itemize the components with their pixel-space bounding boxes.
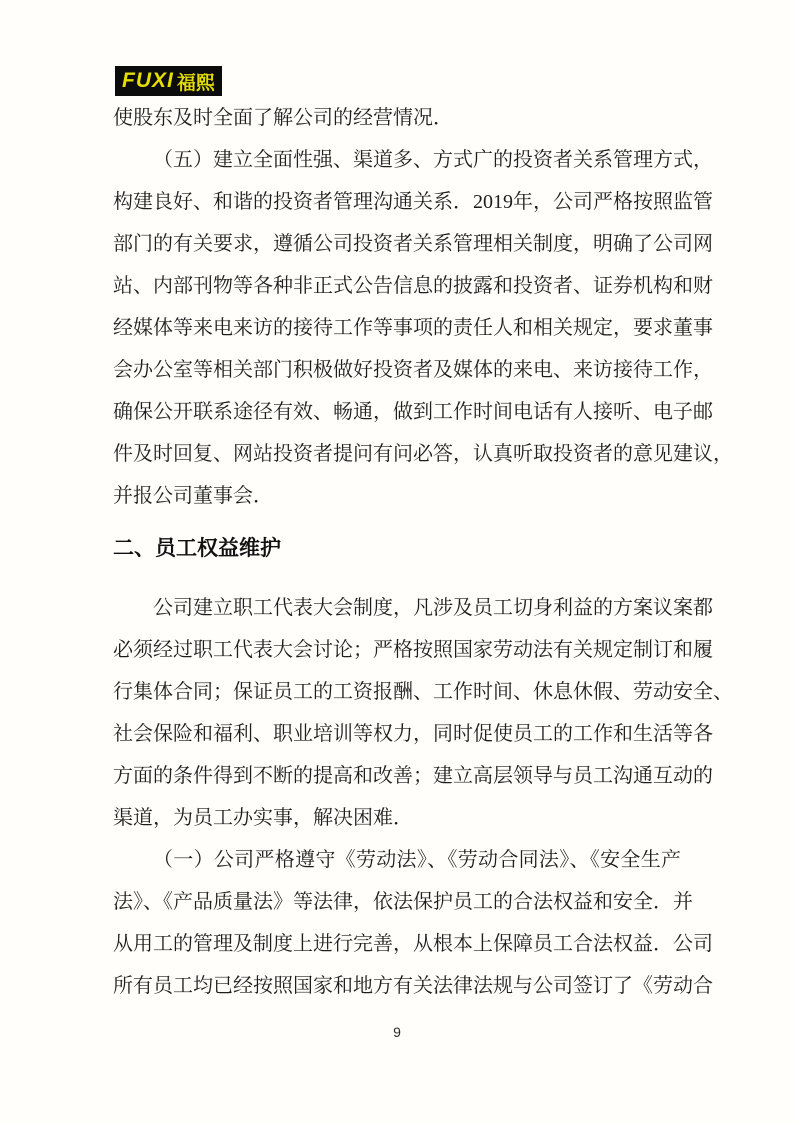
paragraph-line: 构建良好、和谐的投资者管理沟通关系．2019年，公司严格按照监管	[113, 191, 713, 213]
paragraph-line: 行集体合同；保证员工的工资报酬、工作时间、休息休假、劳动安全、	[113, 681, 733, 703]
paragraph-line: 方面的条件得到不断的提高和改善；建立高层领导与员工沟通互动的	[113, 765, 713, 787]
paragraph-line: 渠道，为员工办实事，解决困难．	[113, 807, 413, 829]
paragraph-line: 社会保险和福利、职业培训等权力，同时促使员工的工作和生活等各	[113, 723, 713, 745]
page-number: 9	[393, 1024, 401, 1040]
logo-latin-text: FUXI	[122, 69, 174, 92]
paragraph-line: 会办公室等相关部门积极做好投资者及媒体的来电、来访接待工作，	[113, 359, 713, 381]
logo-cjk-text: 福熙	[176, 72, 215, 94]
paragraph-line: 必须经过职工代表大会讨论；严格按照国家劳动法有关规定制订和履	[113, 639, 713, 661]
paragraph-line: 件及时回复、网站投资者提问有问必答，认真听取投资者的意见建议，	[113, 443, 733, 465]
document-body	[113, 97, 733, 1007]
paragraph-line: 从用工的管理及制度上进行完善，从根本上保障员工合法权益．公司	[113, 933, 713, 955]
paragraph-line: 公司建立职工代表大会制度，凡涉及员工切身利益的方案议案都	[153, 597, 713, 619]
paragraph-line: 使股东及时全面了解公司的经营情况．	[113, 107, 453, 129]
paragraph-line: 部门的有关要求，遵循公司投资者关系管理相关制度，明确了公司网	[113, 233, 713, 255]
paragraph-line: 所有员工均已经按照国家和地方有关法律法规与公司签订了《劳动合	[113, 975, 713, 997]
paragraph-line: 法》、《产品质量法》等法律，依法保护员工的合法权益和安全．并	[113, 891, 693, 913]
paragraph-line: 经媒体等来电来访的接待工作等事项的责任人和相关规定，要求董事	[113, 317, 713, 339]
company-logo	[115, 66, 222, 96]
paragraph-line: （一）公司严格遵守《劳动法》、《劳动合同法》、《安全生产	[153, 849, 681, 871]
paragraph-line: 站、内部刊物等各种非正式公告信息的披露和投资者、证券机构和财	[113, 275, 713, 297]
section-heading: 二、员工权益维护	[113, 537, 281, 560]
paragraph-line: （五）建立全面性强、渠道多、方式广的投资者关系管理方式，	[153, 149, 713, 171]
paragraph-line: 并报公司董事会．	[113, 485, 273, 507]
paragraph-line: 确保公开联系途径有效、畅通，做到工作时间电话有人接听、电子邮	[113, 401, 713, 423]
